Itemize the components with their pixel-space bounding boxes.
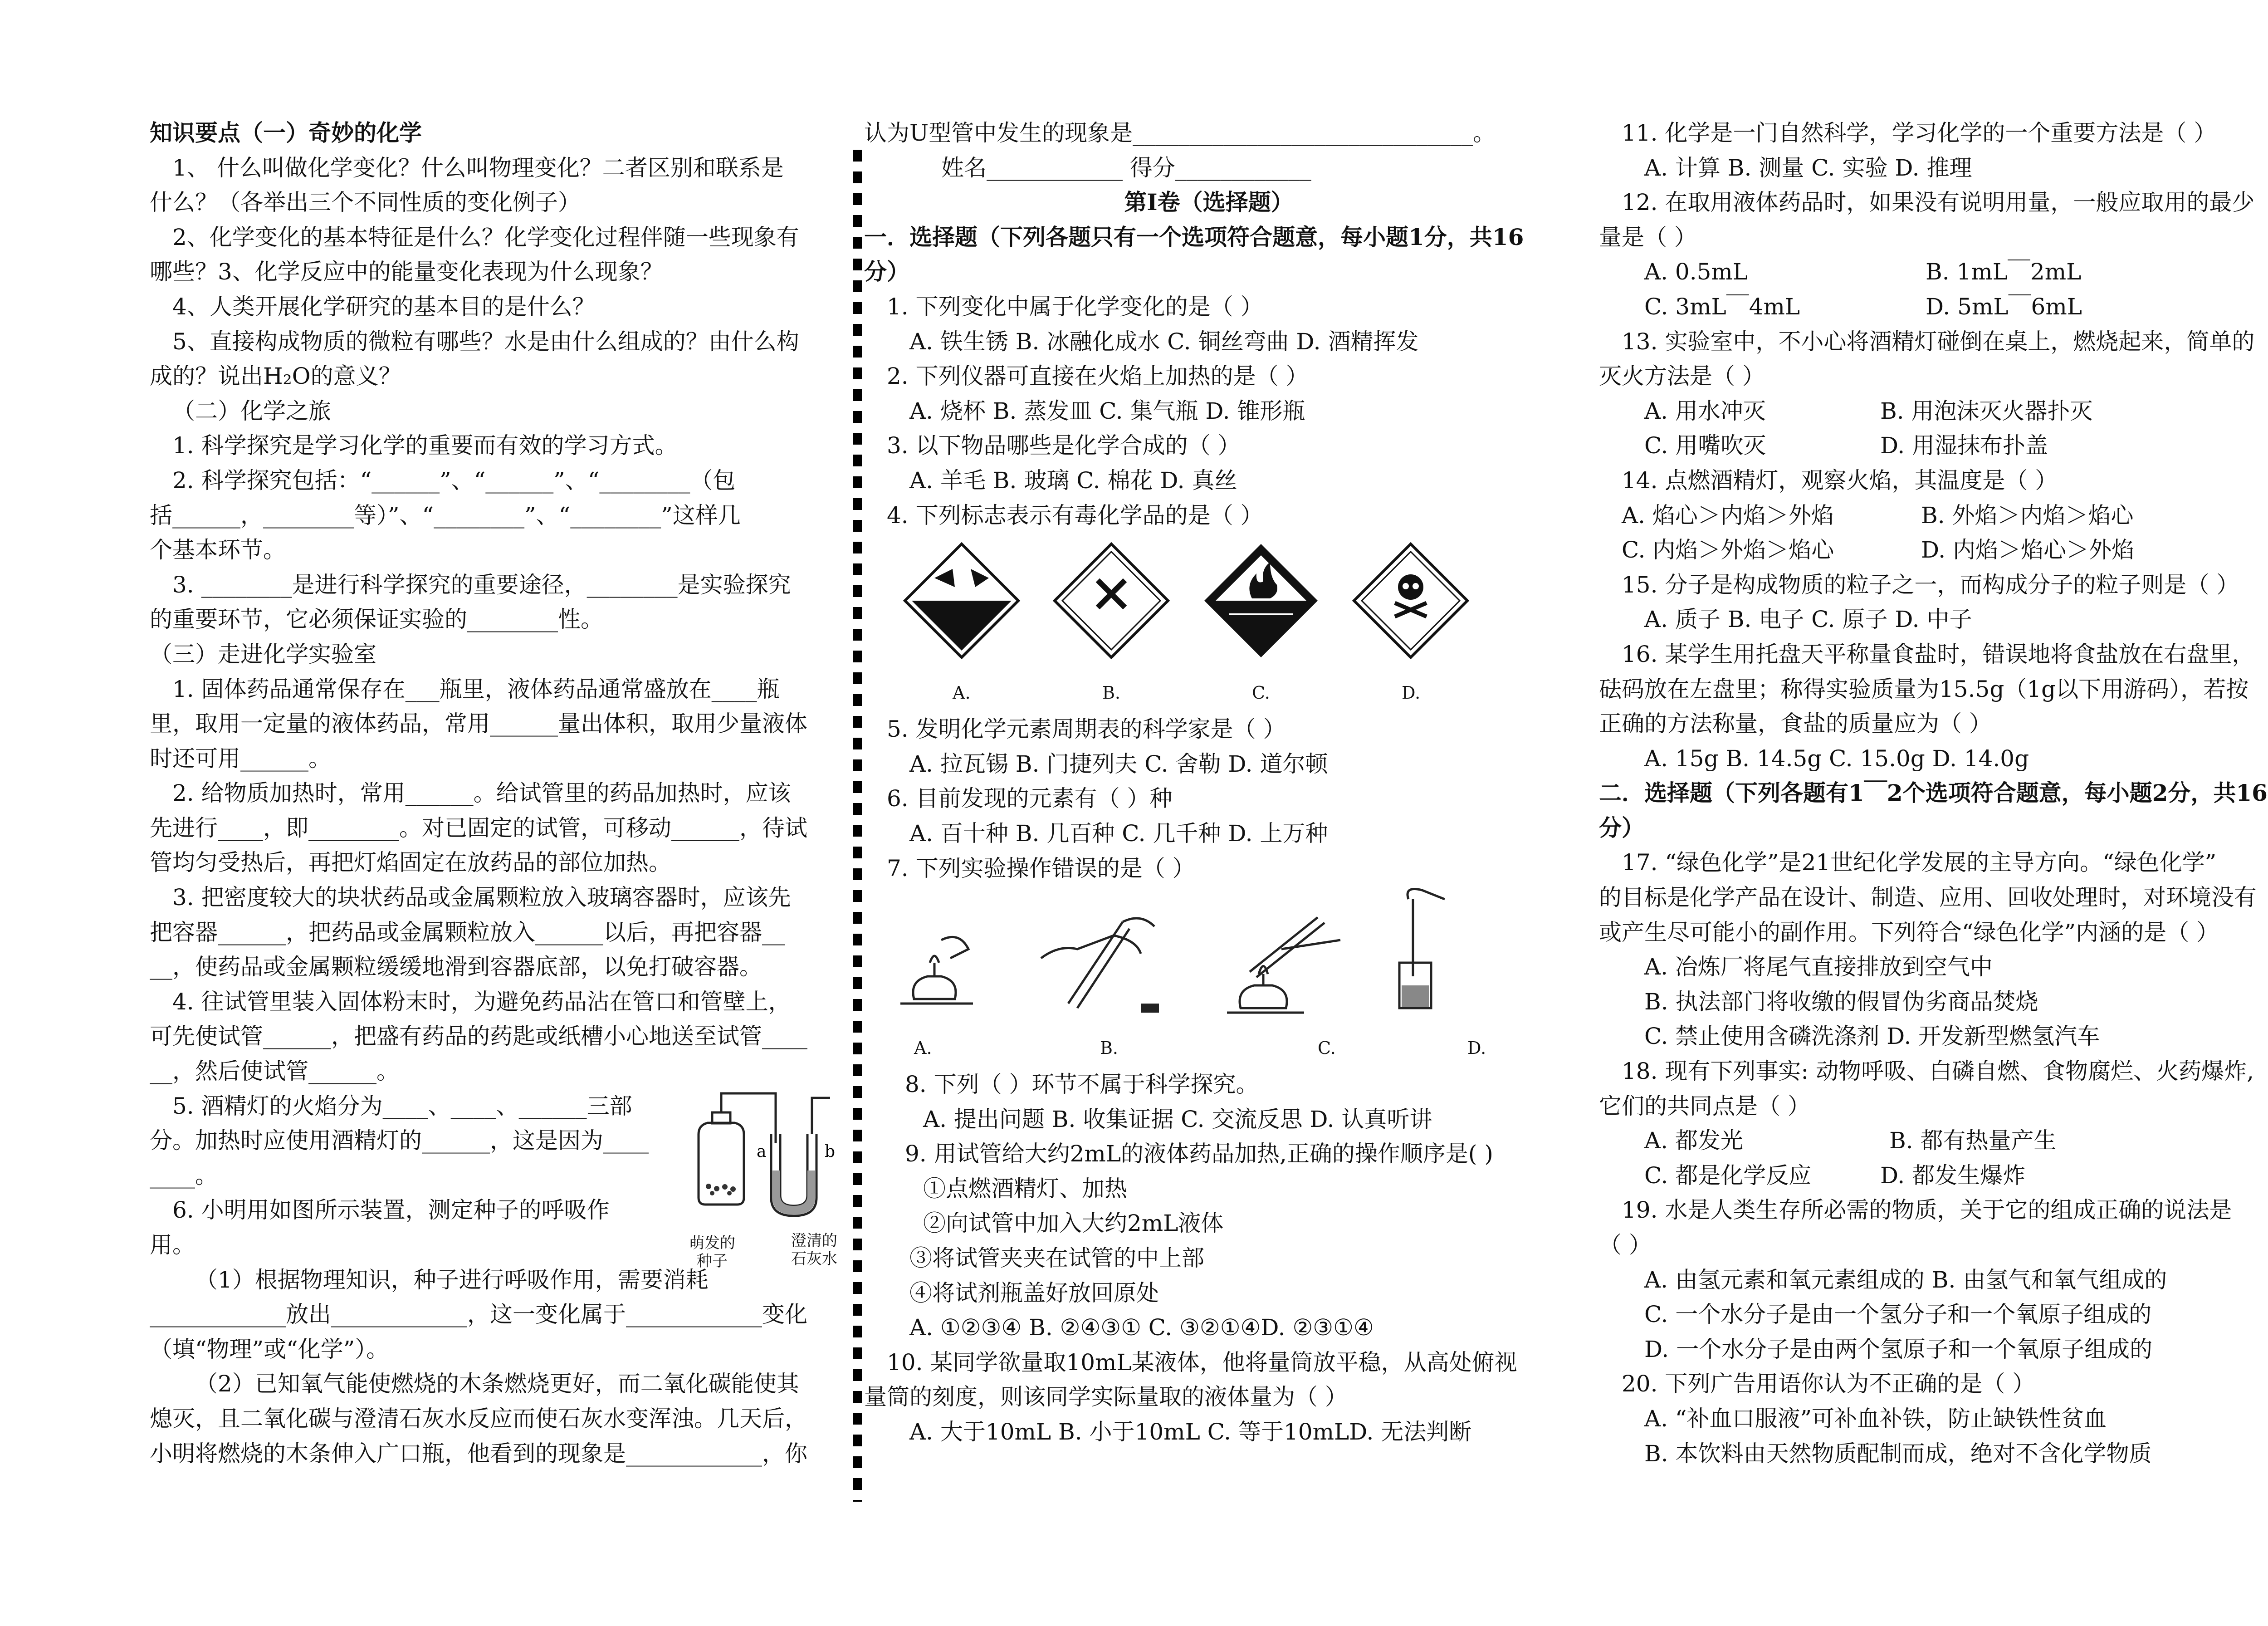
name-score-line: 姓名____________ 得分____________: [941, 154, 1311, 181]
option: A. 焰心＞内焰＞外焰: [1622, 502, 1834, 529]
options: A. 烧杯 B. 蒸发皿 C. 集气瓶 D. 锥形瓶: [909, 397, 1305, 424]
option: A. 用水冲灭: [1644, 397, 1766, 424]
question: 1. 下列变化中属于化学变化的是（ ）: [887, 293, 1263, 320]
question: 13. 实验室中，不小心将酒精灯碰倒在桌上，燃烧起来，简单的: [1622, 328, 2255, 355]
options: A. ①②③④ B. ②④③① C. ③②①④D. ②③①④: [909, 1314, 1374, 1341]
question: 14. 点燃酒精灯，观察火焰，其温度是（ ）: [1622, 467, 2058, 494]
text-line: __，然后使试管______。: [150, 1058, 399, 1085]
question: （ ）: [1599, 1232, 1652, 1258]
corrosive-hazard-icon: [903, 542, 1021, 660]
column-separator: [853, 150, 862, 1502]
question: 量筒的刻度，则该同学实际量取的液体量为（ ）: [864, 1384, 1348, 1411]
seed-label: 萌发的种子: [689, 1234, 735, 1270]
question: 或产生尽可能小的副作用。下列符合“绿色化学”内涵的是（ ）: [1599, 919, 2219, 945]
toxic-skull-hazard-icon: [1352, 542, 1470, 660]
option: C. 用嘴吹灭: [1644, 432, 1766, 459]
option: B. 本饮料由天然物质配制而成，绝对不含化学物质: [1644, 1440, 2152, 1467]
text-line: 用。: [150, 1232, 195, 1258]
question: 5. 发明化学元素周期表的科学家是（ ）: [887, 716, 1286, 743]
text-line: 里，取用一定量的液体药品，常用______量出体积，取用少量液体: [150, 710, 807, 737]
question: 10. 某同学欲量取10mL某液体，他将量筒放平稳，从高处俯视: [887, 1349, 1517, 1376]
section-heading: 分）: [864, 258, 909, 285]
question: 2. 下列仪器可直接在火焰上加热的是（ ）: [887, 363, 1309, 390]
hazard-symbols: [864, 533, 1554, 712]
text-line: 3. ________是进行科学探究的重要途径，________是实验探究: [172, 571, 791, 598]
hazard-label-c: C.: [1252, 683, 1270, 703]
text-line: 6. 小明用如图所示装置，测定种子的呼吸作: [172, 1197, 610, 1224]
option: C. 3mL￣4mL: [1644, 293, 1800, 320]
text-line: 4、人类开展化学研究的基本目的是什么？: [172, 293, 595, 320]
lab-operation-figures: [864, 886, 1554, 1067]
test-tube-flame-op-icon: [1213, 899, 1349, 1022]
flammable-hazard-icon: [1202, 542, 1320, 660]
op-label-c: C.: [1318, 1038, 1336, 1058]
hazard-label-a: A.: [953, 683, 971, 703]
hazard-label-b: B.: [1102, 683, 1121, 703]
text-line: 2. 给物质加热时，常用______。给试管里的药品加热时，应该: [172, 780, 791, 807]
options-row: [1599, 1123, 2257, 1158]
options: A. 铁生锈 B. 冰融化成水 C. 铜丝弯曲 D. 酒精挥发: [909, 328, 1419, 355]
section-heading-2: （二）化学之旅: [172, 397, 331, 424]
question: 9. 用试管给大约2mL的液体药品加热,正确的操作顺序是( ): [905, 1141, 1493, 1167]
text-line: 熄灭，且二氧化碳与澄清石灰水反应而使石灰水变浑浊。几天后，: [150, 1405, 807, 1432]
hazard-label-d: D.: [1402, 683, 1421, 703]
fig-label-b: b: [825, 1142, 836, 1161]
text-line: 成的？说出H₂O的意义？: [150, 363, 401, 390]
section-heading-1: 知识要点（一）奇妙的化学: [150, 119, 422, 146]
options: A. 计算 B. 测量 C. 实验 D. 推理: [1644, 154, 1972, 181]
options: A. 15g B. 14.5g C. 15.0g D. 14.0g: [1644, 745, 2029, 772]
question: 8. 下列（ ）环节不属于科学探究。: [905, 1071, 1259, 1098]
options-row: [1599, 498, 2257, 533]
text-line: 个基本环节。: [150, 537, 286, 563]
section-heading: 二．选择题（下列各题有1￣2个选项符合题意，每小题2分，共16: [1599, 779, 2268, 807]
option: D. 都发生爆炸: [1880, 1162, 2026, 1189]
text-line: 括______，________等）”、“________”、“________”这样几: [150, 502, 741, 529]
question: 12. 在取用液体药品时，如果没有说明用量，一般应取用的最少: [1622, 189, 2255, 216]
question: 4. 下列标志表示有毒化学品的是（ ）: [887, 502, 1263, 529]
text-line: 2、化学变化的基本特征是什么？化学变化过程伴随一些现象有: [172, 224, 799, 250]
options-row: [1599, 428, 2257, 463]
dropper-beaker-op-icon: [1377, 886, 1467, 1022]
question: 它们的共同点是（ ）: [1599, 1092, 1810, 1119]
text-line: 把容器______，把药品或金属颗粒放入______以后，再把容器__: [150, 919, 785, 945]
column-middle: [864, 116, 1554, 1450]
option: B. 都有热量产生: [1889, 1127, 2057, 1154]
fig-label-a: a: [757, 1142, 767, 1161]
text-line: 时还可用______。: [150, 745, 331, 772]
seed-respiration-apparatus: [680, 1080, 848, 1229]
options: A. 质子 B. 电子 C. 原子 D. 中子: [1644, 606, 1972, 633]
text-line: ____________放出____________，这一变化属于____________变化: [150, 1301, 807, 1328]
question: 砝码放在左盘里；称得实验质量为15.5g（1g以下用游码），若按: [1599, 676, 2249, 702]
text-line: 先进行____，即________。对已固定的试管，可移动______，待试: [150, 814, 807, 841]
text-line: （填“物理”或“化学”）。: [150, 1336, 389, 1362]
step: ②向试管中加入大约2mL液体: [923, 1210, 1224, 1237]
test-tube-heat-op-icon: [1032, 895, 1168, 1022]
text-line: 分。加热时应使用酒精灯的______，这是因为____: [150, 1127, 649, 1154]
question: 3. 以下物品哪些是化学合成的（ ）: [887, 432, 1241, 459]
question: 19. 水是人类生存所必需的物质，关于它的组成正确的说法是: [1622, 1197, 2232, 1224]
option: C. 都是化学反应: [1644, 1162, 1812, 1189]
option: D. 一个水分子是由两个氢原子和一个氧原子组成的: [1644, 1336, 2153, 1362]
paper-section-title: 第Ⅰ卷（选择题）: [1124, 189, 1294, 216]
options: A. 羊毛 B. 玻璃 C. 棉花 D. 真丝: [909, 467, 1237, 494]
option: C. 禁止使用含磷洗涤剂 D. 开发新型燃氢汽车: [1644, 1023, 2100, 1050]
text-line: 4. 往试管里装入固体粉末时，为避免药品沾在管口和管壁上，: [172, 988, 791, 1015]
text-line: 5、直接构成物质的微粒有哪些？水是由什么组成的？由什么构: [172, 328, 799, 355]
options-row: [1599, 255, 2257, 289]
op-label-d: D.: [1467, 1038, 1486, 1058]
text-line: 小明将燃烧的木条伸入广口瓶，他看到的现象是____________，你: [150, 1440, 807, 1467]
section-heading: 分）: [1599, 814, 1644, 841]
options-row: [1599, 289, 2257, 324]
text-line: 1. 科学探究是学习化学的重要而有效的学习方式。: [172, 432, 678, 459]
text-line: （1）根据物理知识，种子进行呼吸作用，需要消耗: [195, 1266, 709, 1293]
option: D. 内焰＞焰心＞外焰: [1921, 537, 2135, 563]
text-line: 什么？（各举出三个不同性质的变化例子）: [150, 189, 581, 216]
question: 6. 目前发现的元素有（ ）种: [887, 785, 1173, 812]
option: B. 1mL￣2mL: [1926, 259, 2082, 285]
step: ③将试管夹夹在试管的中上部: [909, 1245, 1204, 1272]
option: A. “补血口服液”可补血补铁，防止缺铁性贫血: [1644, 1405, 2107, 1432]
text-line: 5. 酒精灯的火焰分为____、____、______三部: [172, 1092, 632, 1119]
alcohol-lamp-op-icon: [891, 913, 982, 1017]
question: 17. “绿色化学”是21世纪化学发展的主导方向。“绿色化学”: [1622, 849, 2217, 876]
op-label-a: A.: [914, 1038, 932, 1058]
question: 16. 某学生用托盘天平称量食盐时，错误地将食盐放在右盘里，: [1622, 641, 2255, 667]
step: ④将试剂瓶盖好放回原处: [909, 1279, 1159, 1306]
option: A. 0.5mL: [1644, 259, 1748, 285]
question: 正确的方法称量，食盐的质量应为（ ）: [1599, 710, 1992, 737]
option: A. 都发光: [1644, 1127, 1743, 1154]
option: C. 内焰＞外焰＞焰心: [1622, 537, 1834, 563]
question: 量是（ ）: [1599, 224, 1697, 250]
options: A. 拉瓦锡 B. 门捷列夫 C. 舍勒 D. 道尔顿: [909, 750, 1328, 777]
text-line: __，使药品或金属颗粒缓缓地滑到容器底部，以免打破容器。: [150, 954, 762, 980]
text-line: 可先使试管______，把盛有药品的药匙或纸槽小心地送至试管____: [150, 1023, 807, 1050]
option: B. 用泡沫灭火器扑灭: [1880, 397, 2093, 424]
op-label-b: B.: [1100, 1038, 1119, 1058]
options: A. 百十种 B. 几百种 C. 几千种 D. 上万种: [909, 820, 1328, 847]
text-line: （2）已知氧气能使燃烧的木条燃烧更好，而二氧化碳能使其: [195, 1371, 799, 1397]
text-line: ____。: [150, 1162, 218, 1189]
option: A. 冶炼厂将尾气直接排放到空气中: [1644, 954, 1993, 980]
question: 20. 下列广告用语你认为不正确的是（ ）: [1622, 1371, 2035, 1397]
options-row: [1599, 394, 2257, 429]
text-line: 2. 科学探究包括：“______”、“______”、“________（包: [172, 467, 736, 494]
question: 11. 化学是一门自然科学，学习化学的一个重要方法是（ ）: [1622, 120, 2217, 146]
harmful-hazard-icon: [1052, 542, 1170, 660]
question: 15. 分子是构成物质的粒子之一，而构成分子的粒子则是（ ）: [1622, 571, 2239, 598]
text-line: 认为U型管中发生的现象是______________________________。: [864, 120, 1496, 146]
option: D. 5mL￣6mL: [1926, 293, 2082, 320]
text-line: 3. 把密度较大的块状药品或金属颗粒放入玻璃容器时，应该先: [172, 884, 791, 911]
text-line: 管均匀受热后，再把灯焰固定在放药品的部位加热。: [150, 849, 671, 876]
options-row: [1599, 533, 2257, 568]
column-right: [1599, 116, 2268, 1471]
section-heading: 一．选择题（下列各题只有一个选项符合题意，每小题1分，共16: [864, 223, 1524, 250]
question: 18. 现有下列事实: 动物呼吸、白磷自燃、食物腐烂、火药爆炸,: [1622, 1058, 2254, 1085]
text-line: 的重要环节，它必须保证实验的________性。: [150, 606, 603, 633]
option: B. 执法部门将收缴的假冒伪劣商品焚烧: [1644, 988, 2038, 1015]
step: ①点燃酒精灯、加热: [923, 1175, 1127, 1202]
option: C. 一个水分子是由一个氢分子和一个氧原子组成的: [1644, 1301, 2152, 1328]
limewater-label: 澄清的石灰水: [791, 1232, 837, 1268]
options: A. 提出问题 B. 收集证据 C. 交流反思 D. 认真听讲: [923, 1106, 1432, 1132]
section-heading-3: （三）走进化学实验室: [150, 641, 376, 667]
option: D. 用湿抹布扑盖: [1880, 432, 2048, 459]
option: A. 由氢元素和氧元素组成的 B. 由氢气和氧气组成的: [1644, 1266, 2167, 1293]
question: 灭火方法是（ ）: [1599, 363, 1765, 390]
options-row: [1599, 1158, 2257, 1193]
question: 的目标是化学产品在设计、制造、应用、回收处理时，对环境没有: [1599, 884, 2257, 911]
options: A. 大于10mL B. 小于10mL C. 等于10mLD. 无法判断: [909, 1419, 1472, 1445]
text-line: 1. 固体药品通常保存在___瓶里，液体药品通常盛放在____瓶: [172, 676, 780, 702]
option: B. 外焰＞内焰＞焰心: [1921, 502, 2134, 529]
text-line: 1、 什么叫做化学变化？什么叫物理变化？二者区别和联系是: [172, 154, 784, 181]
question: 7. 下列实验操作错误的是（ ）: [887, 855, 1195, 882]
text-line: 哪些？3、化学反应中的能量变化表现为什么现象？: [150, 259, 663, 285]
